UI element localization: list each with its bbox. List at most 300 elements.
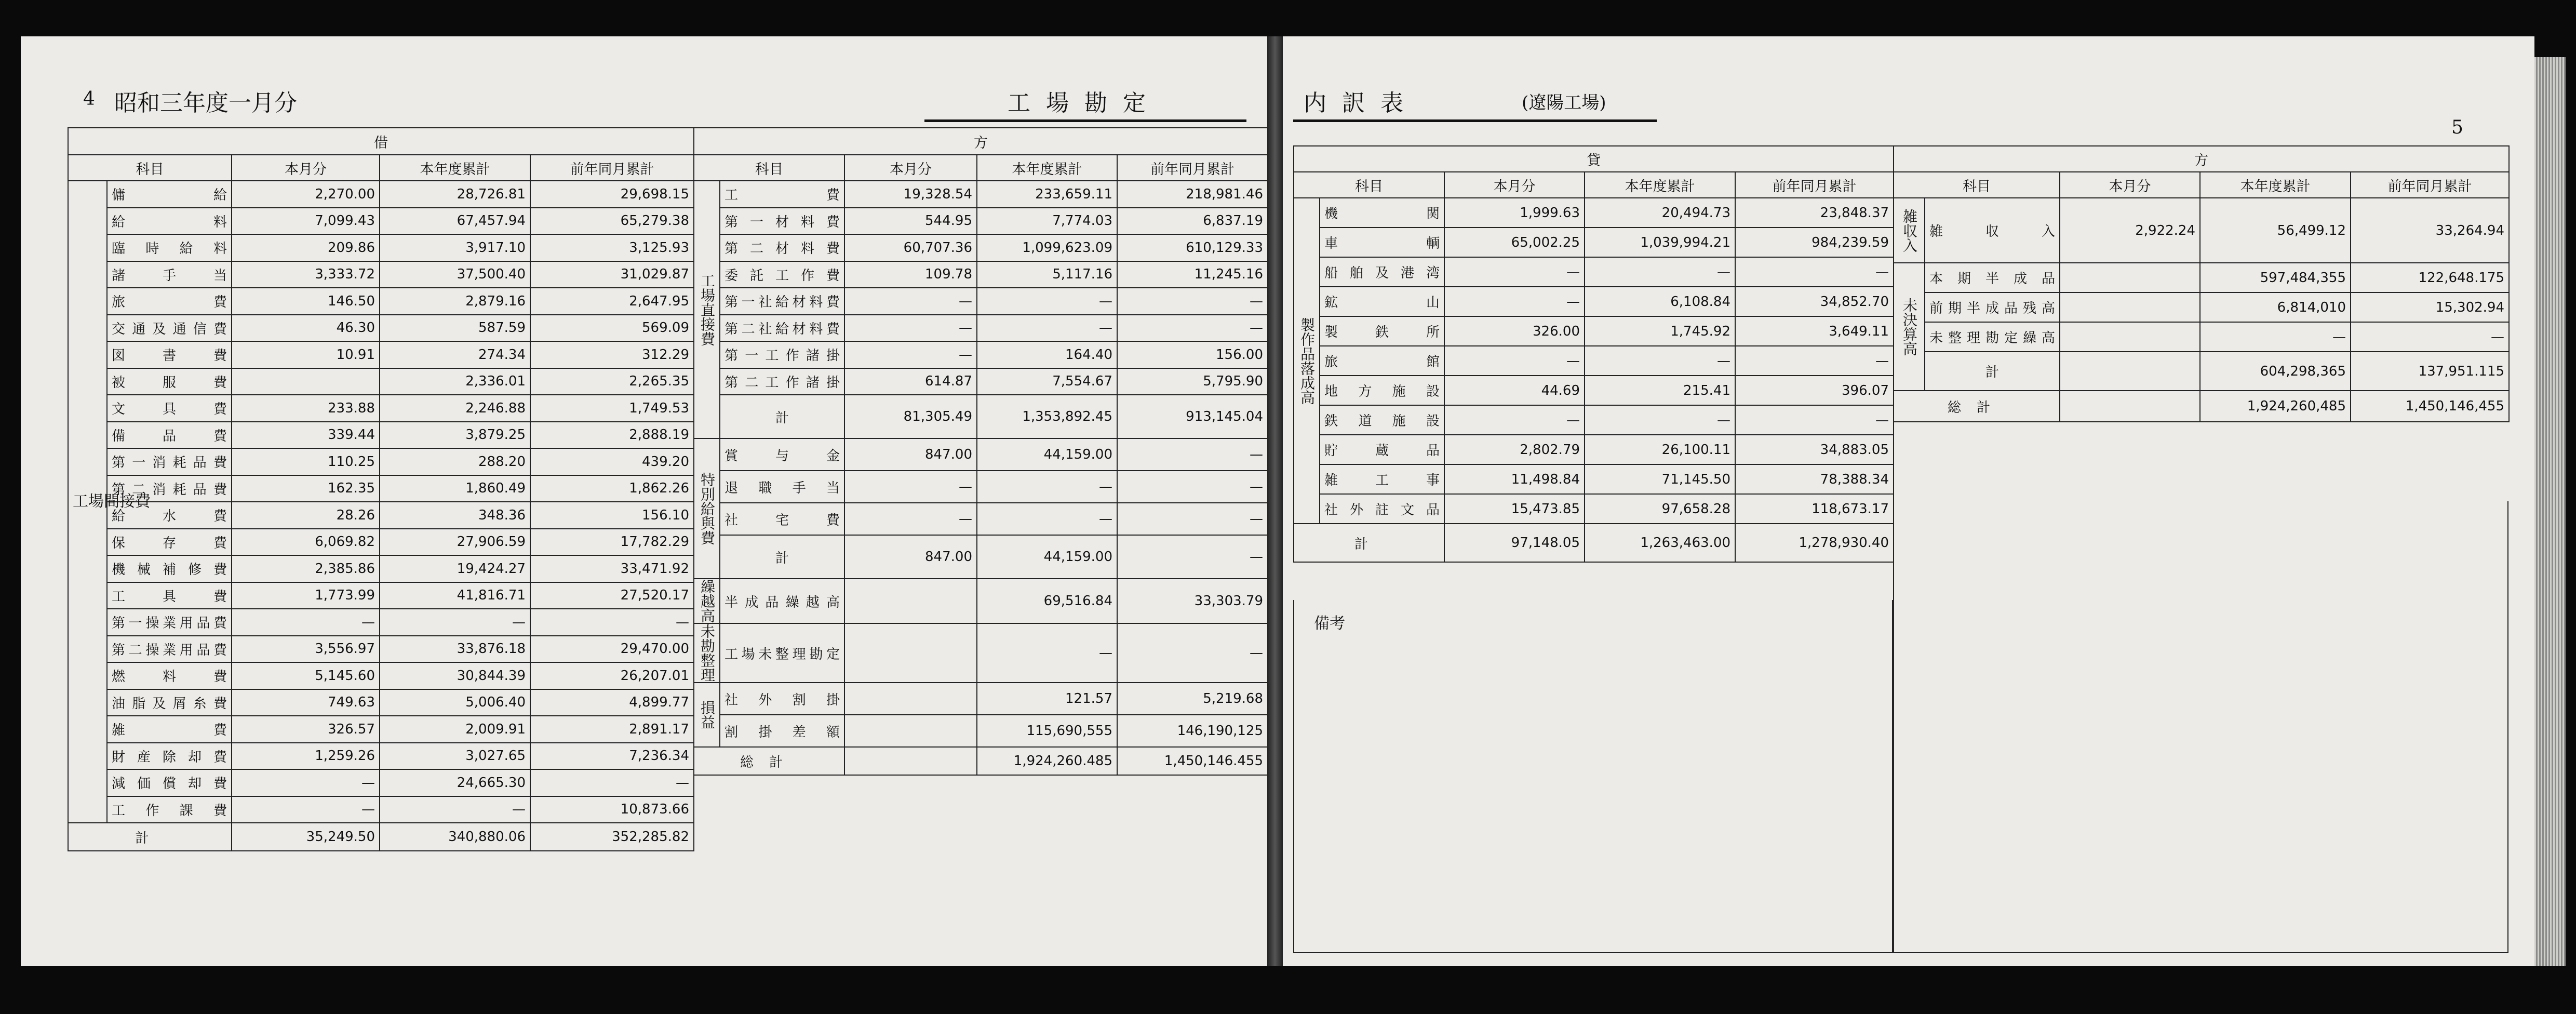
table-row xyxy=(68,662,694,689)
total-amount: 340,880.06 xyxy=(380,823,530,851)
total-row xyxy=(694,747,1268,775)
amount: — xyxy=(1444,287,1585,316)
amount: 3,027.65 xyxy=(380,743,530,770)
account-name: 第一材料費 xyxy=(720,208,844,235)
table-row xyxy=(1294,316,1894,346)
amount: 2,265.35 xyxy=(530,368,694,395)
table-row xyxy=(694,315,1268,342)
amount: 2,888.19 xyxy=(530,422,694,449)
amount: 209.86 xyxy=(232,234,380,261)
amount: 10.91 xyxy=(232,341,380,368)
table-row xyxy=(68,555,694,582)
account-name: 給水費 xyxy=(107,502,232,529)
amount: 34,883.05 xyxy=(1735,435,1894,464)
blank-area xyxy=(1893,501,2508,953)
group-label: 工場直接費 xyxy=(694,181,720,438)
account-name: 計 xyxy=(720,535,844,579)
factory-name: (遼陽工場) xyxy=(1522,92,1606,113)
table-row xyxy=(68,502,694,529)
total-label: 総計 xyxy=(1894,391,2060,422)
account-name: 燃料費 xyxy=(107,662,232,689)
account-name: 計 xyxy=(1294,524,1444,562)
amount xyxy=(844,623,977,683)
amount: — xyxy=(232,609,380,636)
table-row xyxy=(1294,287,1894,316)
amount: 1,259.26 xyxy=(232,743,380,770)
table-row xyxy=(1294,346,1894,376)
amount: — xyxy=(977,623,1117,683)
group-label: 未勘整理 xyxy=(694,623,720,683)
table-row xyxy=(694,535,1268,579)
amount: 6,814,010 xyxy=(2200,292,2351,322)
table-row xyxy=(1894,198,2509,263)
credit-table xyxy=(693,127,1268,776)
amount: 7,099.43 xyxy=(232,208,380,235)
account-name: 傭給 xyxy=(107,181,232,208)
amount: 1,278,930.40 xyxy=(1735,524,1894,562)
amount: 439.20 xyxy=(530,448,694,475)
amount: 118,673.17 xyxy=(1735,494,1894,524)
misc-table xyxy=(1893,145,2510,422)
table-row xyxy=(68,796,694,823)
amount: — xyxy=(232,769,380,796)
total-amount xyxy=(2060,391,2200,422)
amount: 146,190,125 xyxy=(1117,715,1268,747)
amount: 1,353,892.45 xyxy=(977,395,1117,438)
amount: 2,385.86 xyxy=(232,555,380,582)
column-header: 本月分 xyxy=(2060,172,2200,198)
amount: 162.35 xyxy=(232,475,380,502)
amount: 3,879.25 xyxy=(380,422,530,449)
amount: 2,246.88 xyxy=(380,395,530,422)
debit-table xyxy=(68,127,694,851)
amount: 1,745.92 xyxy=(1585,316,1735,346)
table-row xyxy=(68,315,694,342)
left-page xyxy=(21,36,1267,966)
table-row xyxy=(1294,524,1894,562)
account-name: 被服費 xyxy=(107,368,232,395)
table-row xyxy=(68,689,694,716)
amount: 984,239.59 xyxy=(1735,228,1894,257)
amount: 15,302.94 xyxy=(2351,292,2509,322)
column-header: 本年度累計 xyxy=(1585,172,1735,198)
amount: 33,876.18 xyxy=(380,636,530,663)
amount: — xyxy=(844,315,977,342)
amount: 3,917.10 xyxy=(380,234,530,261)
table-row xyxy=(68,475,694,502)
account-name: 雑費 xyxy=(107,716,232,743)
amount: — xyxy=(380,796,530,823)
column-header-account: 科目 xyxy=(694,155,844,181)
amount xyxy=(232,368,380,395)
amount: — xyxy=(1735,257,1894,287)
amount: 326.57 xyxy=(232,716,380,743)
amount: — xyxy=(977,503,1117,535)
account-name: 委託工作費 xyxy=(720,261,844,288)
amount: 137,951.115 xyxy=(2351,352,2509,391)
table-row xyxy=(1894,352,2509,391)
table-row xyxy=(68,636,694,663)
total-amount: 1,450,146,455 xyxy=(2351,391,2509,422)
amount: 5,145.60 xyxy=(232,662,380,689)
total-row xyxy=(68,823,694,851)
amount: — xyxy=(1735,346,1894,376)
remarks-label: 備考 xyxy=(1314,615,1345,633)
account-name: 第二材料費 xyxy=(720,234,844,261)
account-name: 工具費 xyxy=(107,582,232,609)
account-name: 第一社給材料費 xyxy=(720,288,844,315)
table-row xyxy=(68,769,694,796)
amount: 33,471.92 xyxy=(530,555,694,582)
amount xyxy=(2060,322,2200,352)
group-label: 損益 xyxy=(694,683,720,747)
amount xyxy=(2060,352,2200,391)
amount: 69,516.84 xyxy=(977,579,1117,623)
amount: 24,665.30 xyxy=(380,769,530,796)
account-name: 財産除却費 xyxy=(107,743,232,770)
amount: 71,145.50 xyxy=(1585,464,1735,494)
account-name: 図書費 xyxy=(107,341,232,368)
amount: — xyxy=(844,471,977,503)
table-row xyxy=(694,503,1268,535)
amount: 233,659.11 xyxy=(977,181,1117,208)
amount: 847.00 xyxy=(844,438,977,471)
column-header: 本年度累計 xyxy=(2200,172,2351,198)
account-name: 旅費 xyxy=(107,288,232,315)
amount: 11,245.16 xyxy=(1117,261,1268,288)
column-header: 本月分 xyxy=(844,155,977,181)
amount: 2,009.91 xyxy=(380,716,530,743)
account-name: 減価償却費 xyxy=(107,769,232,796)
amount: 28,726.81 xyxy=(380,181,530,208)
amount: 2,879.16 xyxy=(380,288,530,315)
account-name: 諸手当 xyxy=(107,261,232,288)
table-row xyxy=(1294,494,1894,524)
amount xyxy=(844,579,977,623)
amount: 156.10 xyxy=(530,502,694,529)
amount: 2,891.17 xyxy=(530,716,694,743)
column-header: 本月分 xyxy=(232,155,380,181)
table-row xyxy=(694,288,1268,315)
amount: — xyxy=(2351,322,2509,352)
account-name: 本期半成品 xyxy=(1925,263,2060,292)
amount: 396.07 xyxy=(1735,376,1894,405)
amount: 749.63 xyxy=(232,689,380,716)
account-name: 油脂及屑糸費 xyxy=(107,689,232,716)
group-label: 特別給與費 xyxy=(694,438,720,579)
table-row xyxy=(1894,292,2509,322)
amount: 26,207.01 xyxy=(530,662,694,689)
amount: 544.95 xyxy=(844,208,977,235)
account-name: 第二消耗品費 xyxy=(107,475,232,502)
amount: 5,006.40 xyxy=(380,689,530,716)
amount: 218,981.46 xyxy=(1117,181,1268,208)
right-credit-header: 方 xyxy=(1894,146,2509,172)
amount: — xyxy=(977,471,1117,503)
table-row xyxy=(1294,405,1894,435)
amount: — xyxy=(1117,623,1268,683)
group-label: 繰越高 xyxy=(694,579,720,623)
table-row xyxy=(68,208,694,235)
account-name: 工場未整理勘定 xyxy=(720,623,844,683)
account-name: 社外割掛 xyxy=(720,683,844,715)
account-name: 退職手当 xyxy=(720,471,844,503)
amount xyxy=(844,683,977,715)
table-row xyxy=(1294,198,1894,228)
amount: 33,303.79 xyxy=(1117,579,1268,623)
amount: — xyxy=(1444,405,1585,435)
amount: 44,159.00 xyxy=(977,438,1117,471)
total-label: 総計 xyxy=(694,747,844,775)
amount: 97,148.05 xyxy=(1444,524,1585,562)
group-label: 工場間接費 xyxy=(68,181,107,823)
account-name: 工費 xyxy=(720,181,844,208)
amount: — xyxy=(232,796,380,823)
period-label: 昭和三年度一月分 xyxy=(114,90,297,116)
amount: 1,999.63 xyxy=(1444,198,1585,228)
amount: 610,129.33 xyxy=(1117,234,1268,261)
amount: 3,649.11 xyxy=(1735,316,1894,346)
amount: 156.00 xyxy=(1117,341,1268,368)
amount: 348.36 xyxy=(380,502,530,529)
amount: 33,264.94 xyxy=(2351,198,2509,263)
table-row xyxy=(694,471,1268,503)
account-name: 第一操業用品費 xyxy=(107,609,232,636)
amount: — xyxy=(977,288,1117,315)
table-row xyxy=(68,422,694,449)
amount: 122,648.175 xyxy=(2351,263,2509,292)
amount: 27,520.17 xyxy=(530,582,694,609)
amount: — xyxy=(1117,288,1268,315)
amount: 65,279.38 xyxy=(530,208,694,235)
total-row xyxy=(1894,391,2509,422)
debit-header: 借 xyxy=(68,128,694,155)
amount: — xyxy=(1117,315,1268,342)
account-name: 地方施設 xyxy=(1320,376,1444,405)
amount: 1,773.99 xyxy=(232,582,380,609)
amount: 60,707.36 xyxy=(844,234,977,261)
account-name: 第一消耗品費 xyxy=(107,448,232,475)
account-name: 社宅費 xyxy=(720,503,844,535)
group-label: 雑収入 xyxy=(1894,198,1925,263)
amount: — xyxy=(1735,405,1894,435)
total-amount: 1,924,260,485 xyxy=(2200,391,2351,422)
amount: 1,039,994.21 xyxy=(1585,228,1735,257)
amount: — xyxy=(530,609,694,636)
total-amount: 35,249.50 xyxy=(232,823,380,851)
table-row xyxy=(68,341,694,368)
amount: 121.57 xyxy=(977,683,1117,715)
table-row xyxy=(1294,435,1894,464)
column-header: 前年同月累計 xyxy=(530,155,694,181)
group-label: 未決算高 xyxy=(1894,263,1925,391)
amount: 2,922.24 xyxy=(2060,198,2200,263)
amount xyxy=(2060,292,2200,322)
column-header-account: 科目 xyxy=(1894,172,2060,198)
amount: 7,774.03 xyxy=(977,208,1117,235)
amount: 78,388.34 xyxy=(1735,464,1894,494)
table-row xyxy=(68,448,694,475)
amount: 67,457.94 xyxy=(380,208,530,235)
group-label: 製作品落成高 xyxy=(1294,198,1320,524)
amount: 5,117.16 xyxy=(977,261,1117,288)
account-name: 臨時給料 xyxy=(107,234,232,261)
amount: 15,473.85 xyxy=(1444,494,1585,524)
amount: 19,424.27 xyxy=(380,555,530,582)
amount: 146.50 xyxy=(232,288,380,315)
amount: 11,498.84 xyxy=(1444,464,1585,494)
table-row xyxy=(68,609,694,636)
amount: 1,860.49 xyxy=(380,475,530,502)
amount: 65,002.25 xyxy=(1444,228,1585,257)
account-name: 計 xyxy=(1925,352,2060,391)
amount: — xyxy=(1444,346,1585,376)
amount: 597,484,355 xyxy=(2200,263,2351,292)
amount: 19,328.54 xyxy=(844,181,977,208)
amount: 215.41 xyxy=(1585,376,1735,405)
amount: 847.00 xyxy=(844,535,977,579)
table-row xyxy=(694,623,1268,683)
amount: — xyxy=(844,288,977,315)
amount: 81,305.49 xyxy=(844,395,977,438)
table-row xyxy=(68,234,694,261)
account-name: 第二社給材料費 xyxy=(720,315,844,342)
amount: 26,100.11 xyxy=(1585,435,1735,464)
remarks-box xyxy=(1293,600,1893,953)
account-name: 鉱山 xyxy=(1320,287,1444,316)
amount: 604,298,365 xyxy=(2200,352,2351,391)
amount: 6,837.19 xyxy=(1117,208,1268,235)
amount: — xyxy=(1117,503,1268,535)
amount: 288.20 xyxy=(380,448,530,475)
book-spine xyxy=(1267,36,1283,966)
amount: 2,802.79 xyxy=(1444,435,1585,464)
amount: — xyxy=(977,315,1117,342)
total-amount: 352,285.82 xyxy=(530,823,694,851)
amount: 913,145.04 xyxy=(1117,395,1268,438)
account-name: 工作課費 xyxy=(107,796,232,823)
table-row xyxy=(694,368,1268,395)
amount: 46.30 xyxy=(232,315,380,342)
amount: 614.87 xyxy=(844,368,977,395)
amount: 1,099,623.09 xyxy=(977,234,1117,261)
amount: 1,263,463.00 xyxy=(1585,524,1735,562)
amount: 233.88 xyxy=(232,395,380,422)
table-row xyxy=(694,261,1268,288)
amount: 569.09 xyxy=(530,315,694,342)
amount: 30,844.39 xyxy=(380,662,530,689)
amount: 27,906.59 xyxy=(380,529,530,556)
table-row xyxy=(694,579,1268,623)
amount: — xyxy=(530,769,694,796)
amount: 7,554.67 xyxy=(977,368,1117,395)
amount: — xyxy=(1585,257,1735,287)
amount: 29,698.15 xyxy=(530,181,694,208)
amount: 1,862.26 xyxy=(530,475,694,502)
account-name: 第一工作諸掛 xyxy=(720,341,844,368)
column-header: 本年度累計 xyxy=(977,155,1117,181)
amount: — xyxy=(844,341,977,368)
table-row xyxy=(1894,263,2509,292)
account-name: 割掛差額 xyxy=(720,715,844,747)
amount: 312.29 xyxy=(530,341,694,368)
account-name: 船舶及港湾 xyxy=(1320,257,1444,287)
amount: — xyxy=(380,609,530,636)
table-row xyxy=(68,582,694,609)
table-row xyxy=(1294,376,1894,405)
column-header: 本月分 xyxy=(1444,172,1585,198)
breakdown-title: 内訳表 xyxy=(1304,90,1419,116)
amount: 2,336.01 xyxy=(380,368,530,395)
column-header: 前年同月累計 xyxy=(2351,172,2509,198)
amount: 1,749.53 xyxy=(530,395,694,422)
table-row xyxy=(68,529,694,556)
table-row xyxy=(694,395,1268,438)
account-name: 前期半成品残高 xyxy=(1925,292,2060,322)
amount: 17,782.29 xyxy=(530,529,694,556)
table-row xyxy=(68,395,694,422)
amount: 56,499.12 xyxy=(2200,198,2351,263)
page-number-right: 5 xyxy=(2451,117,2463,138)
total-amount xyxy=(844,747,977,775)
amount: 2,270.00 xyxy=(232,181,380,208)
account-name: 雑収入 xyxy=(1925,198,2060,263)
column-header: 本年度累計 xyxy=(380,155,530,181)
amount: 44.69 xyxy=(1444,376,1585,405)
amount: 28.26 xyxy=(232,502,380,529)
total-amount: 1,450,146.455 xyxy=(1117,747,1268,775)
column-header-account: 科目 xyxy=(68,155,232,181)
account-name: 第二操業用品費 xyxy=(107,636,232,663)
table-row xyxy=(1894,322,2509,352)
table-row xyxy=(68,368,694,395)
amount xyxy=(844,715,977,747)
amount: — xyxy=(1117,471,1268,503)
account-name: 未整理勘定繰高 xyxy=(1925,322,2060,352)
table-row xyxy=(1294,464,1894,494)
table-row xyxy=(694,341,1268,368)
account-name: 計 xyxy=(720,395,844,438)
ledger-title: 工場勘定 xyxy=(1008,90,1161,116)
total-label: 計 xyxy=(68,823,232,851)
table-row xyxy=(694,683,1268,715)
amount: 4,899.77 xyxy=(530,689,694,716)
table-row xyxy=(694,234,1268,261)
amount: 10,873.66 xyxy=(530,796,694,823)
amount: 5,795.90 xyxy=(1117,368,1268,395)
amount: 326.00 xyxy=(1444,316,1585,346)
amount: 2,647.95 xyxy=(530,288,694,315)
account-name: 第二工作諸掛 xyxy=(720,368,844,395)
credit-header: 方 xyxy=(694,128,1268,155)
amount: 6,069.82 xyxy=(232,529,380,556)
account-name: 車輌 xyxy=(1320,228,1444,257)
amount: 3,333.72 xyxy=(232,261,380,288)
account-name: 機関 xyxy=(1320,198,1444,228)
amount: — xyxy=(1117,438,1268,471)
table-row xyxy=(1294,228,1894,257)
account-name: 備品費 xyxy=(107,422,232,449)
table-row xyxy=(1294,257,1894,287)
table-row xyxy=(694,715,1268,747)
table-row xyxy=(694,181,1268,208)
amount: 3,556.97 xyxy=(232,636,380,663)
amount: 7,236.34 xyxy=(530,743,694,770)
account-name: 賞与金 xyxy=(720,438,844,471)
column-header: 前年同月累計 xyxy=(1735,172,1894,198)
account-name: 交通及通信費 xyxy=(107,315,232,342)
amount: 20,494.73 xyxy=(1585,198,1735,228)
